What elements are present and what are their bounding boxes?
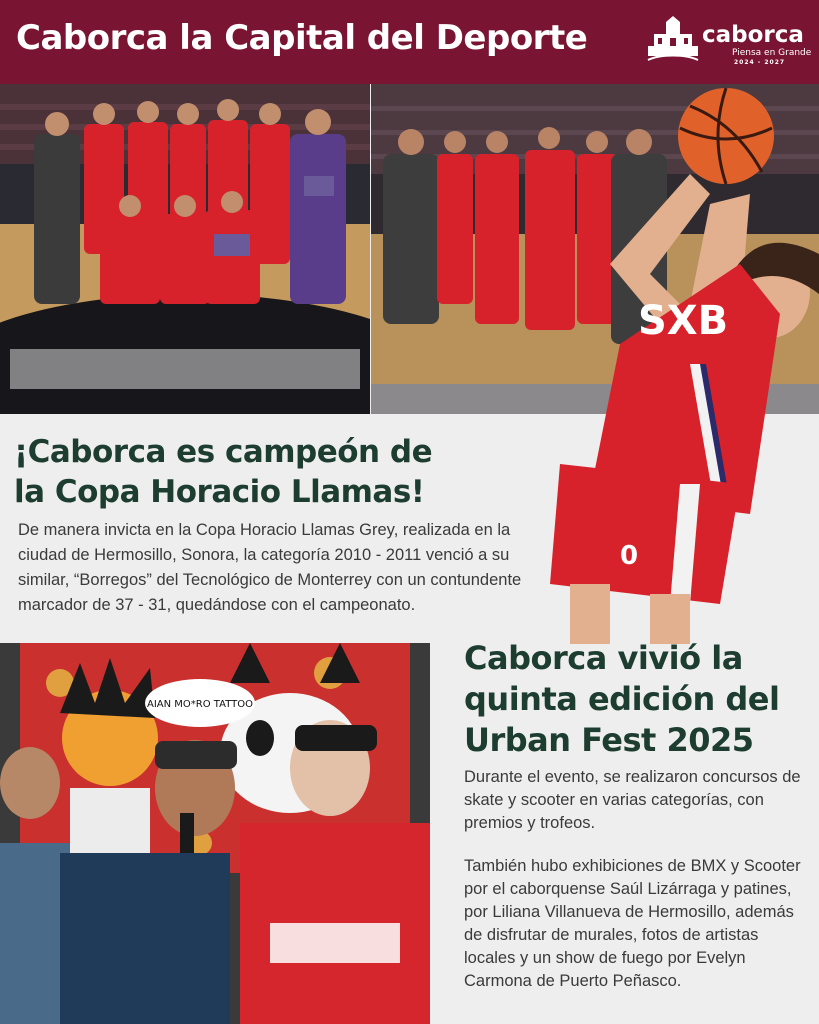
header-banner (0, 0, 819, 84)
page-title: Caborca la Capital del Deporte (16, 18, 588, 58)
cathedral-icon (646, 16, 700, 64)
article2-body-paragraph-2: También hubo exhibiciones de BMX y Scooter por el caborquense Saúl Lizárraga y patines, por Liliana Villanueva de Hermosillo, además de disfrutar de murales, fotos de artistas locales y un show de fuego por Evelyn Carmona de Puerto Peñasco. (464, 857, 801, 990)
logo-tagline: Piensa en Grande (732, 48, 812, 58)
article2-headline-line2: quinta edición del (464, 680, 780, 718)
jersey-number: 0 (620, 541, 639, 571)
team-photo-hermosillo (0, 84, 370, 414)
article2-headline (464, 638, 779, 761)
logo-years: 2024 - 2027 (734, 59, 786, 66)
mural-bubble-text: AIAN MO*RO TATTOO (147, 699, 253, 710)
basketball-icon (678, 88, 774, 184)
article2-body-paragraph-1: Durante el evento, se realizaron concursos de skate y scooter en varias categorías, con premios y trofeos. (464, 768, 801, 832)
jersey-text: SXB (638, 298, 729, 344)
article1-body: De manera invicta en la Copa Horacio Llamas Grey, realizada en la ciudad de Hermosillo, Sonora, la categoría 2010 - 2011 venció a su similar, “Borregos” del Tecnológico de Monterrey con un contundente marcador de 37 - 31, quedándose con el campeonato. (18, 521, 522, 614)
logo-name: caborca (702, 22, 804, 48)
urban-fest-photo (0, 643, 430, 1024)
article2-headline-line1: Caborca vivió la (464, 639, 743, 677)
article1-headline-line1: ¡Caborca es campeón de (14, 434, 433, 470)
article1-headline-line2: la Copa Horacio Llamas! (14, 474, 425, 510)
article1-headline (14, 432, 432, 512)
article2-headline-line3: Urban Fest 2025 (464, 721, 754, 759)
caborca-logo (646, 12, 812, 70)
mvp-player-cutout (540, 84, 819, 644)
